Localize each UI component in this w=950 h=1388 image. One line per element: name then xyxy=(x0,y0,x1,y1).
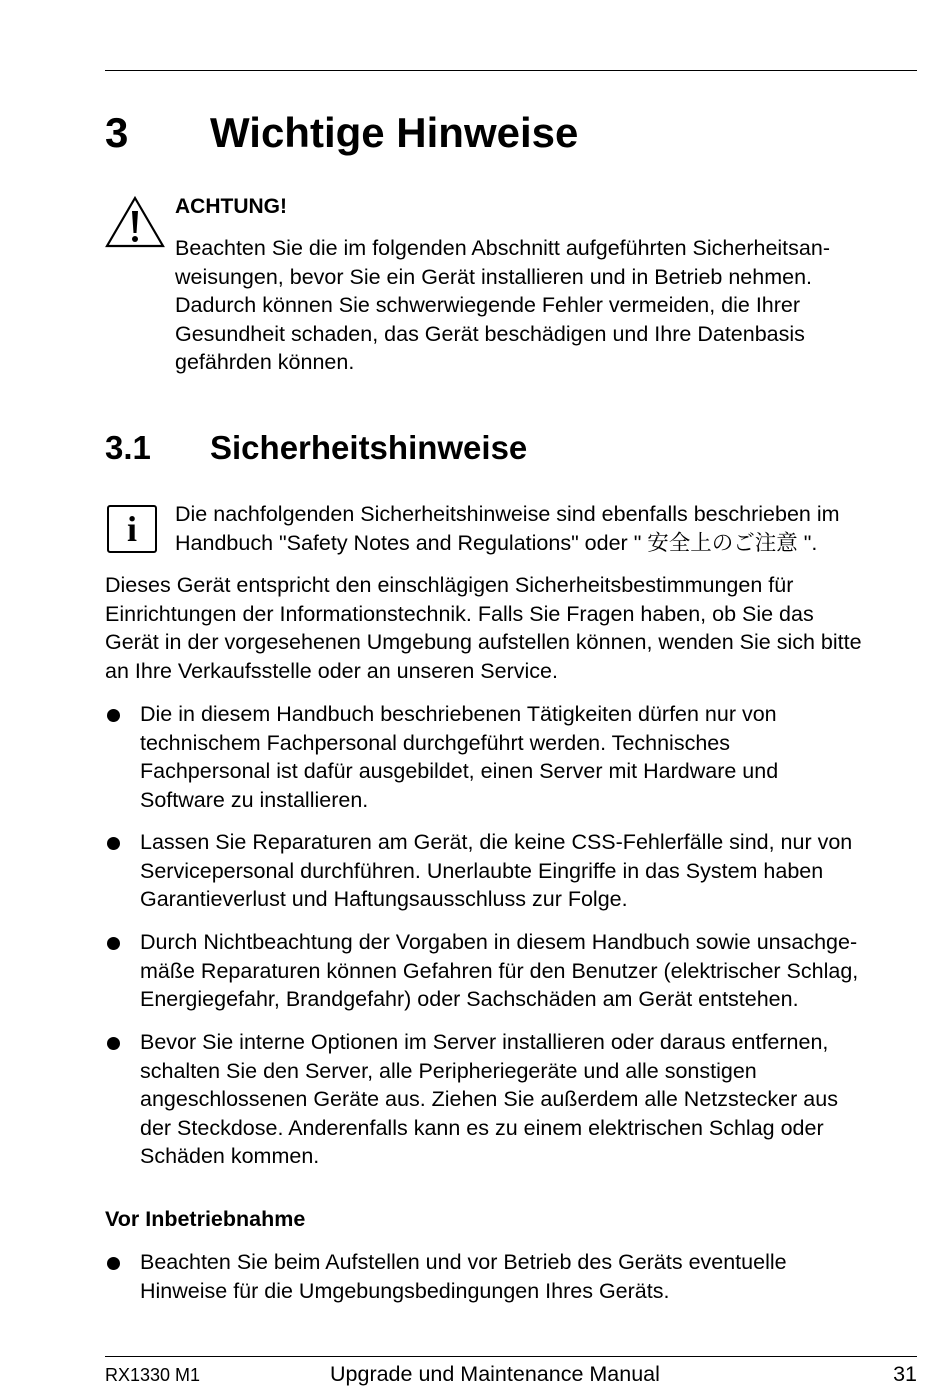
list-item-line: der Steckdose. Anderenfalls kann es zu einem elektrischen Schlag oder xyxy=(140,1115,824,1140)
list-item-line: Hinweise für die Umgebungsbedingungen Ihres Geräts. xyxy=(140,1278,670,1303)
info-text xyxy=(175,500,920,557)
chapter-number: 3 xyxy=(105,109,129,156)
caution-text xyxy=(175,234,917,377)
intro-line: Einrichtungen der Informationstechnik. Falls Sie Fragen haben, ob Sie das xyxy=(105,601,814,626)
list-item-line: Beachten Sie beim Aufstellen und vor Betrieb des Geräts eventuelle xyxy=(140,1250,787,1274)
list-item-line: Servicepersonal durchführen. Unerlaubte Eingriffe in das System haben xyxy=(140,858,824,883)
list-item-line: Durch Nichtbeachtung der Vorgaben in diesem Handbuch sowie unsachge- xyxy=(140,930,858,954)
subsection-title: Vor Inbetriebnahme xyxy=(105,1207,306,1231)
list-item-line: Bevor Sie interne Optionen im Server installieren oder daraus entfernen, xyxy=(140,1030,829,1054)
bullet-icon xyxy=(107,1037,120,1050)
list-item-line: mäße Reparaturen können Gefahren für den Benutzer (elektrischer Schlag, xyxy=(140,958,859,983)
list-item-line: Software zu installieren. xyxy=(140,787,369,812)
list-item-line: Schäden kommen. xyxy=(140,1144,320,1169)
footer-model: RX1330 M1 xyxy=(105,1365,201,1385)
bullet-icon xyxy=(107,1257,120,1270)
footer-rule xyxy=(105,1356,917,1357)
section-title: Sicherheitshinweise xyxy=(210,429,528,466)
caution-heading: ACHTUNG! xyxy=(175,195,287,218)
bullet-icon xyxy=(107,937,120,950)
bullet-icon xyxy=(107,837,120,850)
chapter-title: Wichtige Hinweise xyxy=(210,109,579,156)
caution-line: weisungen, bevor Sie ein Gerät installieren und in Betrieb nehmen. xyxy=(175,264,813,289)
page-number: 31 xyxy=(893,1362,917,1386)
header-rule xyxy=(105,70,917,71)
intro-line: Gerät in der vorgesehenen Umgebung aufstellen können, wenden Sie sich bitte xyxy=(105,630,862,655)
list-item-line: Energiegefahr, Brandgefahr) oder Sachschäden am Gerät entstehen. xyxy=(140,987,799,1012)
list-item-line: Garantieverlust und Haftungsausschluss zur Folge. xyxy=(140,887,628,912)
warning-triangle-icon xyxy=(104,195,166,251)
info-icon: i xyxy=(107,505,157,553)
caution-line: Gesundheit schaden, das Gerät beschädigen und Ihre Datenbasis xyxy=(175,321,805,346)
list-item-line: Lassen Sie Reparaturen am Gerät, die keine CSS-Fehlerfälle sind, nur von xyxy=(140,830,853,854)
list-item-line: Die in diesem Handbuch beschriebenen Tätigkeiten dürfen nur von xyxy=(140,702,777,726)
info-line: Die nachfolgenden Sicherheitshinweise sind ebenfalls beschrieben im xyxy=(175,502,840,526)
info-line: Handbuch "Safety Notes and Regulations" oder " 安全上のご注意 ". xyxy=(175,530,818,555)
list-item-line: angeschlossenen Geräte aus. Ziehen Sie außerdem alle Netzstecker aus xyxy=(140,1087,838,1112)
intro-line: an Ihre Verkaufsstelle oder an unseren Service. xyxy=(105,658,558,683)
footer-manual-title: Upgrade und Maintenance Manual xyxy=(330,1362,660,1386)
caution-line: Beachten Sie die im folgenden Abschnitt aufgeführten Sicherheitsan- xyxy=(175,236,830,260)
list-item-line: schalten Sie den Server, alle Peripheriegeräte und alle sonstigen xyxy=(140,1058,757,1083)
caution-line: gefährden können. xyxy=(175,350,355,375)
intro-paragraph xyxy=(105,571,920,685)
section-number: 3.1 xyxy=(105,429,151,466)
list-item-line: technischem Fachpersonal durchgeführt werden. Technisches xyxy=(140,730,730,755)
intro-line: Dieses Gerät entspricht den einschlägigen Sicherheitsbestimmungen für xyxy=(105,573,794,597)
bullet-icon xyxy=(107,709,120,722)
caution-line: Dadurch können Sie schwerwiegende Fehler vermeiden, die Ihrer xyxy=(175,293,801,318)
list-item-line: Fachpersonal ist dafür ausgebildet, einen Server mit Hardware und xyxy=(140,759,779,784)
